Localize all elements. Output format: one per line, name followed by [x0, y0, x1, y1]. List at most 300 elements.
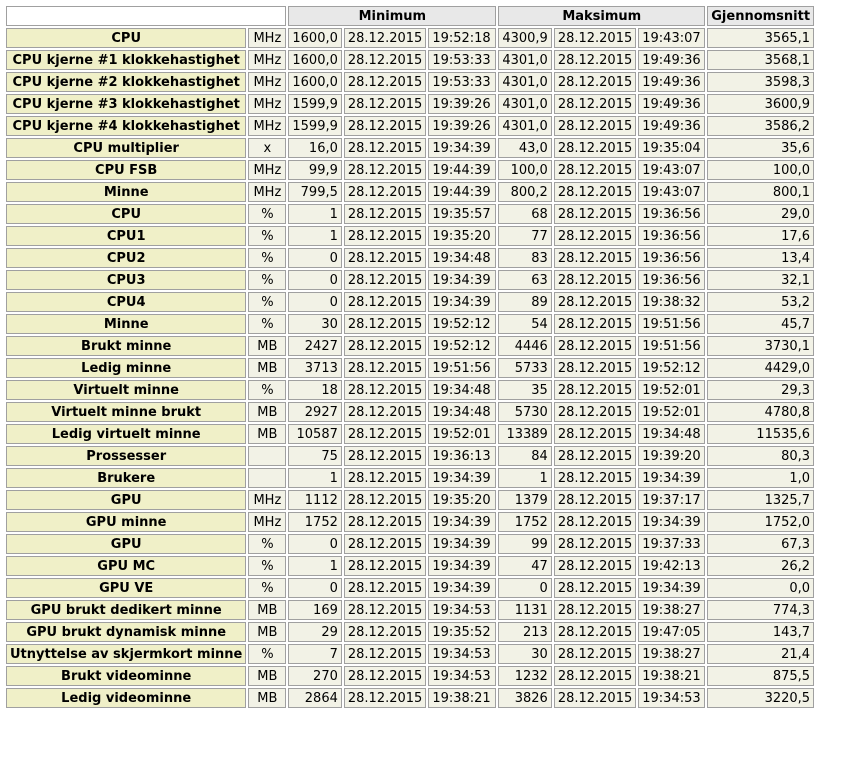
unit-cell: MHz: [248, 182, 286, 202]
min-date: 28.12.2015: [344, 292, 426, 312]
table-row: [6, 622, 814, 642]
average-value: 29,3: [707, 380, 814, 400]
max-value: 83: [498, 248, 552, 268]
table-row: [6, 446, 814, 466]
average-value: 67,3: [707, 534, 814, 554]
max-date: 28.12.2015: [554, 72, 636, 92]
header-row: [6, 6, 814, 26]
table-row: [6, 644, 814, 664]
max-value: 213: [498, 622, 552, 642]
max-value: 4301,0: [498, 116, 552, 136]
max-value: 1: [498, 468, 552, 488]
table-row: [6, 402, 814, 422]
max-value: 30: [498, 644, 552, 664]
unit-cell: %: [248, 292, 286, 312]
sensor-label: GPU VE: [6, 578, 246, 598]
max-date: 28.12.2015: [554, 248, 636, 268]
min-time: 19:34:39: [428, 556, 496, 576]
max-date: 28.12.2015: [554, 94, 636, 114]
min-value: 75: [288, 446, 342, 466]
max-time: 19:38:27: [638, 644, 705, 664]
unit-cell: MHz: [248, 28, 286, 48]
max-time: 19:43:07: [638, 160, 705, 180]
unit-cell: %: [248, 380, 286, 400]
unit-cell: MHz: [248, 512, 286, 532]
max-value: 43,0: [498, 138, 552, 158]
max-time: 19:52:01: [638, 402, 705, 422]
unit-cell: [248, 468, 286, 488]
max-date: 28.12.2015: [554, 314, 636, 334]
min-date: 28.12.2015: [344, 28, 426, 48]
max-date: 28.12.2015: [554, 512, 636, 532]
max-time: 19:37:17: [638, 490, 705, 510]
min-time: 19:38:21: [428, 688, 496, 708]
min-time: 19:34:39: [428, 578, 496, 598]
max-value: 13389: [498, 424, 552, 444]
max-value: 5733: [498, 358, 552, 378]
max-time: 19:52:01: [638, 380, 705, 400]
max-date: 28.12.2015: [554, 666, 636, 686]
header-minimum: Minimum: [288, 6, 496, 26]
unit-cell: MB: [248, 358, 286, 378]
max-date: 28.12.2015: [554, 204, 636, 224]
sensor-label: Virtuelt minne: [6, 380, 246, 400]
average-value: 4429,0: [707, 358, 814, 378]
min-time: 19:34:39: [428, 138, 496, 158]
max-date: 28.12.2015: [554, 490, 636, 510]
table-row: [6, 512, 814, 532]
average-value: 3586,2: [707, 116, 814, 136]
max-date: 28.12.2015: [554, 534, 636, 554]
max-time: 19:51:56: [638, 314, 705, 334]
min-date: 28.12.2015: [344, 468, 426, 488]
min-time: 19:34:48: [428, 380, 496, 400]
sensor-label: GPU brukt dedikert minne: [6, 600, 246, 620]
min-value: 270: [288, 666, 342, 686]
min-value: 1599,9: [288, 94, 342, 114]
min-time: 19:35:57: [428, 204, 496, 224]
sensor-label: GPU: [6, 534, 246, 554]
max-time: 19:34:39: [638, 512, 705, 532]
min-time: 19:34:53: [428, 644, 496, 664]
max-time: 19:49:36: [638, 50, 705, 70]
min-date: 28.12.2015: [344, 446, 426, 466]
min-date: 28.12.2015: [344, 138, 426, 158]
table-row: [6, 94, 814, 114]
max-value: 77: [498, 226, 552, 246]
min-date: 28.12.2015: [344, 314, 426, 334]
min-time: 19:34:48: [428, 248, 496, 268]
min-date: 28.12.2015: [344, 534, 426, 554]
average-value: 1752,0: [707, 512, 814, 532]
average-value: 4780,8: [707, 402, 814, 422]
table-row: [6, 666, 814, 686]
unit-cell: MB: [248, 688, 286, 708]
max-value: 4446: [498, 336, 552, 356]
sensor-label: Ledig minne: [6, 358, 246, 378]
max-time: 19:38:32: [638, 292, 705, 312]
max-date: 28.12.2015: [554, 688, 636, 708]
max-date: 28.12.2015: [554, 644, 636, 664]
max-date: 28.12.2015: [554, 556, 636, 576]
average-value: 29,0: [707, 204, 814, 224]
unit-cell: [248, 446, 286, 466]
min-date: 28.12.2015: [344, 248, 426, 268]
min-value: 99,9: [288, 160, 342, 180]
min-value: 16,0: [288, 138, 342, 158]
table-row: [6, 50, 814, 70]
min-time: 19:34:53: [428, 600, 496, 620]
sensor-label: GPU: [6, 490, 246, 510]
min-value: 0: [288, 270, 342, 290]
average-value: 875,5: [707, 666, 814, 686]
min-value: 30: [288, 314, 342, 334]
table-row: [6, 490, 814, 510]
statistics-table: [4, 4, 816, 710]
table-row: [6, 182, 814, 202]
max-time: 19:34:53: [638, 688, 705, 708]
unit-cell: MB: [248, 600, 286, 620]
max-time: 19:39:20: [638, 446, 705, 466]
max-time: 19:34:39: [638, 468, 705, 488]
max-date: 28.12.2015: [554, 160, 636, 180]
sensor-label: Minne: [6, 182, 246, 202]
sensor-label: Brukere: [6, 468, 246, 488]
min-time: 19:39:26: [428, 94, 496, 114]
table-row: [6, 600, 814, 620]
max-date: 28.12.2015: [554, 336, 636, 356]
max-value: 3826: [498, 688, 552, 708]
min-date: 28.12.2015: [344, 644, 426, 664]
max-value: 1232: [498, 666, 552, 686]
min-value: 1599,9: [288, 116, 342, 136]
max-time: 19:36:56: [638, 226, 705, 246]
min-time: 19:34:48: [428, 402, 496, 422]
max-date: 28.12.2015: [554, 380, 636, 400]
min-date: 28.12.2015: [344, 402, 426, 422]
unit-cell: MHz: [248, 490, 286, 510]
max-date: 28.12.2015: [554, 292, 636, 312]
min-date: 28.12.2015: [344, 116, 426, 136]
max-time: 19:34:48: [638, 424, 705, 444]
table-row: [6, 292, 814, 312]
unit-cell: x: [248, 138, 286, 158]
min-value: 1600,0: [288, 72, 342, 92]
max-time: 19:43:07: [638, 182, 705, 202]
min-value: 7: [288, 644, 342, 664]
average-value: 1325,7: [707, 490, 814, 510]
min-value: 799,5: [288, 182, 342, 202]
max-date: 28.12.2015: [554, 468, 636, 488]
sensor-label: Ledig videominne: [6, 688, 246, 708]
min-value: 1: [288, 226, 342, 246]
max-time: 19:36:56: [638, 270, 705, 290]
sensor-label: GPU brukt dynamisk minne: [6, 622, 246, 642]
min-date: 28.12.2015: [344, 270, 426, 290]
max-date: 28.12.2015: [554, 28, 636, 48]
unit-cell: %: [248, 248, 286, 268]
max-value: 89: [498, 292, 552, 312]
min-date: 28.12.2015: [344, 622, 426, 642]
table-row: [6, 380, 814, 400]
min-value: 2864: [288, 688, 342, 708]
max-date: 28.12.2015: [554, 182, 636, 202]
min-value: 29: [288, 622, 342, 642]
min-value: 1752: [288, 512, 342, 532]
min-time: 19:52:12: [428, 336, 496, 356]
min-time: 19:34:39: [428, 512, 496, 532]
max-time: 19:52:12: [638, 358, 705, 378]
sensor-label: CPU4: [6, 292, 246, 312]
min-date: 28.12.2015: [344, 50, 426, 70]
min-date: 28.12.2015: [344, 358, 426, 378]
sensor-label: CPU: [6, 28, 246, 48]
table-row: [6, 358, 814, 378]
average-value: 80,3: [707, 446, 814, 466]
average-value: 100,0: [707, 160, 814, 180]
sensor-label: Utnyttelse av skjermkort minne: [6, 644, 246, 664]
min-value: 2927: [288, 402, 342, 422]
max-value: 4301,0: [498, 50, 552, 70]
min-date: 28.12.2015: [344, 72, 426, 92]
min-time: 19:34:39: [428, 468, 496, 488]
min-time: 19:35:52: [428, 622, 496, 642]
max-date: 28.12.2015: [554, 270, 636, 290]
min-date: 28.12.2015: [344, 182, 426, 202]
min-time: 19:34:39: [428, 292, 496, 312]
average-value: 774,3: [707, 600, 814, 620]
unit-cell: %: [248, 204, 286, 224]
unit-cell: %: [248, 314, 286, 334]
sensor-label: Brukt videominne: [6, 666, 246, 686]
max-date: 28.12.2015: [554, 402, 636, 422]
average-value: 17,6: [707, 226, 814, 246]
table-row: [6, 336, 814, 356]
max-time: 19:49:36: [638, 72, 705, 92]
sensor-label: CPU multiplier: [6, 138, 246, 158]
unit-cell: MB: [248, 336, 286, 356]
average-value: 3220,5: [707, 688, 814, 708]
unit-cell: %: [248, 578, 286, 598]
min-date: 28.12.2015: [344, 94, 426, 114]
min-value: 1112: [288, 490, 342, 510]
min-time: 19:34:39: [428, 534, 496, 554]
min-time: 19:53:33: [428, 50, 496, 70]
table-row: [6, 424, 814, 444]
sensor-label: Ledig virtuelt minne: [6, 424, 246, 444]
min-time: 19:35:20: [428, 490, 496, 510]
sensor-label: CPU kjerne #1 klokkehastighet: [6, 50, 246, 70]
sensor-label: Virtuelt minne brukt: [6, 402, 246, 422]
min-value: 1600,0: [288, 28, 342, 48]
average-value: 35,6: [707, 138, 814, 158]
min-date: 28.12.2015: [344, 226, 426, 246]
max-value: 5730: [498, 402, 552, 422]
sensor-label: Prossesser: [6, 446, 246, 466]
max-date: 28.12.2015: [554, 446, 636, 466]
max-time: 19:36:56: [638, 248, 705, 268]
unit-cell: %: [248, 644, 286, 664]
header-average: Gjennomsnitt: [707, 6, 814, 26]
sensor-label: CPU1: [6, 226, 246, 246]
min-value: 1: [288, 468, 342, 488]
average-value: 3565,1: [707, 28, 814, 48]
min-value: 3713: [288, 358, 342, 378]
sensor-label: Brukt minne: [6, 336, 246, 356]
unit-cell: MB: [248, 402, 286, 422]
table-row: [6, 468, 814, 488]
max-value: 800,2: [498, 182, 552, 202]
min-value: 1600,0: [288, 50, 342, 70]
sensor-label: CPU kjerne #4 klokkehastighet: [6, 116, 246, 136]
max-date: 28.12.2015: [554, 622, 636, 642]
average-value: 11535,6: [707, 424, 814, 444]
sensor-label: CPU: [6, 204, 246, 224]
header-blank: [6, 6, 286, 26]
min-date: 28.12.2015: [344, 600, 426, 620]
min-value: 1: [288, 556, 342, 576]
min-time: 19:52:18: [428, 28, 496, 48]
min-time: 19:52:01: [428, 424, 496, 444]
min-value: 18: [288, 380, 342, 400]
unit-cell: MB: [248, 666, 286, 686]
min-date: 28.12.2015: [344, 424, 426, 444]
max-time: 19:36:56: [638, 204, 705, 224]
average-value: 3598,3: [707, 72, 814, 92]
min-value: 0: [288, 534, 342, 554]
min-date: 28.12.2015: [344, 160, 426, 180]
average-value: 53,2: [707, 292, 814, 312]
average-value: 3568,1: [707, 50, 814, 70]
max-time: 19:42:13: [638, 556, 705, 576]
unit-cell: %: [248, 270, 286, 290]
min-value: 10587: [288, 424, 342, 444]
max-time: 19:49:36: [638, 116, 705, 136]
max-value: 4301,0: [498, 72, 552, 92]
table-row: [6, 72, 814, 92]
min-time: 19:52:12: [428, 314, 496, 334]
max-time: 19:49:36: [638, 94, 705, 114]
max-time: 19:43:07: [638, 28, 705, 48]
max-date: 28.12.2015: [554, 424, 636, 444]
sensor-label: GPU MC: [6, 556, 246, 576]
sensor-label: Minne: [6, 314, 246, 334]
table-row: [6, 556, 814, 576]
min-value: 2427: [288, 336, 342, 356]
average-value: 3730,1: [707, 336, 814, 356]
min-time: 19:35:20: [428, 226, 496, 246]
max-value: 54: [498, 314, 552, 334]
average-value: 13,4: [707, 248, 814, 268]
min-value: 0: [288, 248, 342, 268]
max-value: 1131: [498, 600, 552, 620]
max-time: 19:47:05: [638, 622, 705, 642]
table-row: [6, 314, 814, 334]
average-value: 45,7: [707, 314, 814, 334]
max-time: 19:35:04: [638, 138, 705, 158]
unit-cell: MHz: [248, 160, 286, 180]
unit-cell: MHz: [248, 50, 286, 70]
max-value: 68: [498, 204, 552, 224]
sensor-label: CPU2: [6, 248, 246, 268]
max-value: 47: [498, 556, 552, 576]
min-value: 0: [288, 578, 342, 598]
table-row: [6, 28, 814, 48]
min-time: 19:39:26: [428, 116, 496, 136]
max-time: 19:51:56: [638, 336, 705, 356]
max-value: 35: [498, 380, 552, 400]
table-row: [6, 534, 814, 554]
max-value: 0: [498, 578, 552, 598]
min-date: 28.12.2015: [344, 490, 426, 510]
sensor-label: CPU kjerne #2 klokkehastighet: [6, 72, 246, 92]
unit-cell: MHz: [248, 72, 286, 92]
min-time: 19:44:39: [428, 182, 496, 202]
table-row: [6, 138, 814, 158]
table-row: [6, 160, 814, 180]
max-time: 19:38:21: [638, 666, 705, 686]
max-value: 84: [498, 446, 552, 466]
min-date: 28.12.2015: [344, 204, 426, 224]
min-date: 28.12.2015: [344, 666, 426, 686]
max-value: 63: [498, 270, 552, 290]
min-time: 19:44:39: [428, 160, 496, 180]
table-row: [6, 248, 814, 268]
unit-cell: MHz: [248, 94, 286, 114]
min-value: 1: [288, 204, 342, 224]
sensor-label: CPU kjerne #3 klokkehastighet: [6, 94, 246, 114]
max-value: 4301,0: [498, 94, 552, 114]
average-value: 143,7: [707, 622, 814, 642]
unit-cell: MB: [248, 424, 286, 444]
min-date: 28.12.2015: [344, 556, 426, 576]
sensor-label: CPU3: [6, 270, 246, 290]
max-date: 28.12.2015: [554, 358, 636, 378]
min-date: 28.12.2015: [344, 336, 426, 356]
average-value: 800,1: [707, 182, 814, 202]
unit-cell: %: [248, 226, 286, 246]
unit-cell: %: [248, 556, 286, 576]
max-date: 28.12.2015: [554, 226, 636, 246]
max-value: 1379: [498, 490, 552, 510]
max-date: 28.12.2015: [554, 578, 636, 598]
table-row: [6, 688, 814, 708]
table-row: [6, 578, 814, 598]
sensor-label: CPU FSB: [6, 160, 246, 180]
max-value: 1752: [498, 512, 552, 532]
min-date: 28.12.2015: [344, 512, 426, 532]
min-date: 28.12.2015: [344, 578, 426, 598]
min-value: 0: [288, 292, 342, 312]
min-time: 19:53:33: [428, 72, 496, 92]
min-value: 169: [288, 600, 342, 620]
average-value: 0,0: [707, 578, 814, 598]
max-time: 19:37:33: [638, 534, 705, 554]
header-maximum: Maksimum: [498, 6, 705, 26]
sensor-label: GPU minne: [6, 512, 246, 532]
min-date: 28.12.2015: [344, 380, 426, 400]
average-value: 26,2: [707, 556, 814, 576]
max-date: 28.12.2015: [554, 50, 636, 70]
table-row: [6, 204, 814, 224]
min-date: 28.12.2015: [344, 688, 426, 708]
min-time: 19:36:13: [428, 446, 496, 466]
max-date: 28.12.2015: [554, 600, 636, 620]
unit-cell: MB: [248, 622, 286, 642]
table-row: [6, 226, 814, 246]
average-value: 21,4: [707, 644, 814, 664]
max-time: 19:38:27: [638, 600, 705, 620]
